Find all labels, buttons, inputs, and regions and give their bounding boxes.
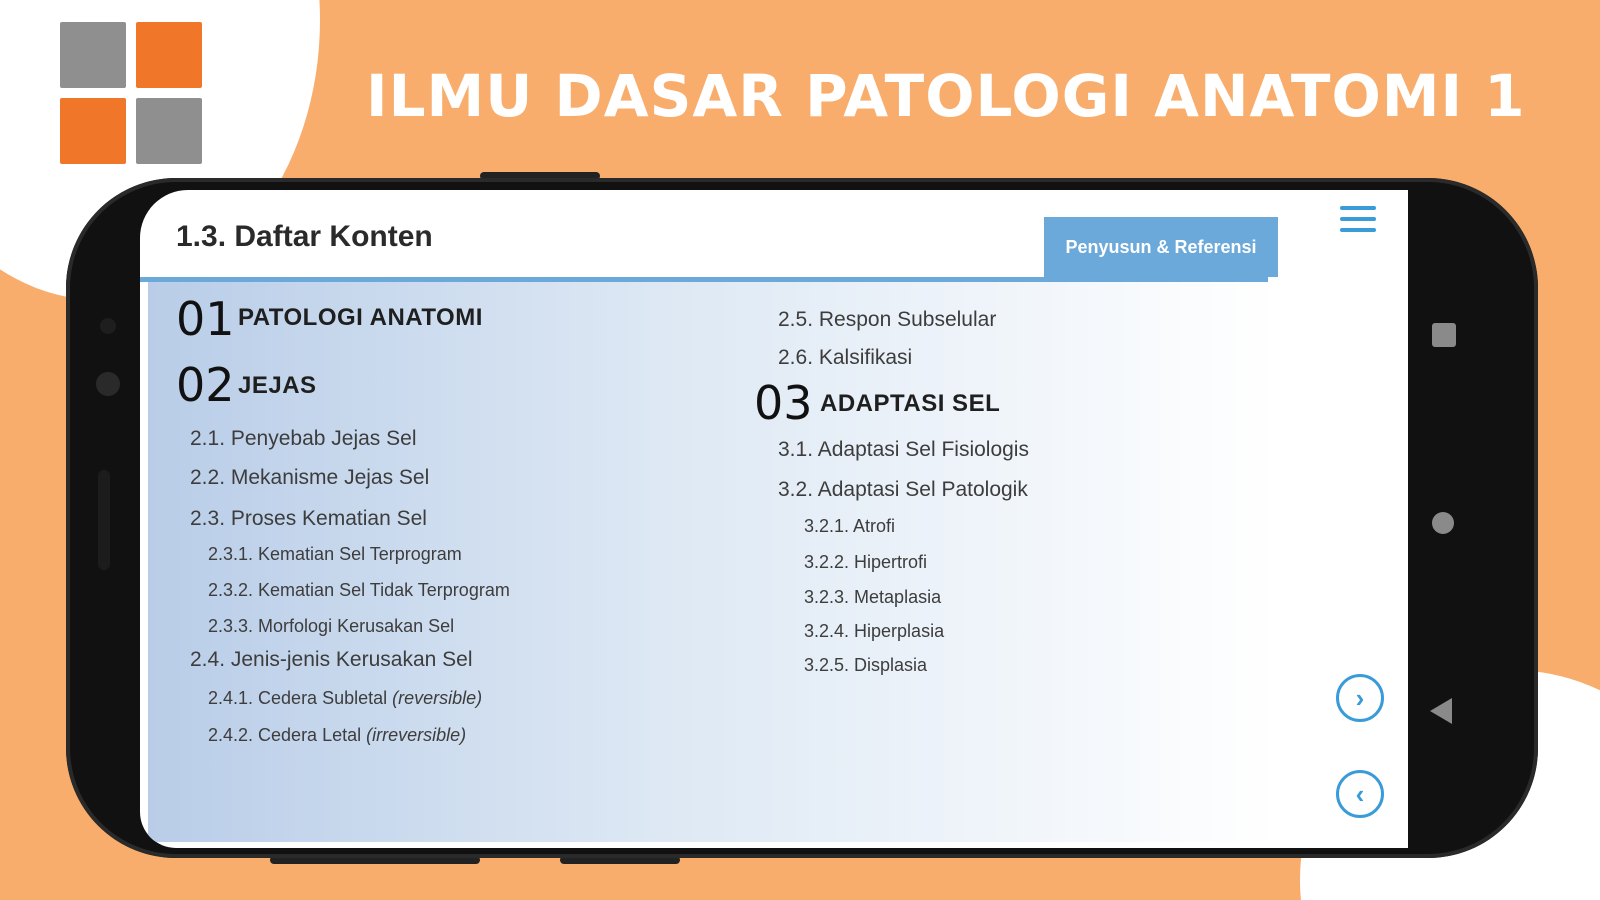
toc-subitem[interactable] bbox=[208, 725, 466, 746]
toc-item[interactable]: 3.1. Adaptasi Sel Fisiologis bbox=[778, 438, 1029, 461]
side-rail bbox=[1278, 190, 1380, 848]
toc-subitem-note: (reversible) bbox=[392, 688, 483, 708]
toc-subitem-label: 2.4.2. Cedera Letal bbox=[208, 725, 367, 745]
toc-subitem[interactable]: 3.2.2. Hipertrofi bbox=[804, 552, 928, 572]
phone-sensor bbox=[100, 318, 116, 334]
toc-subitem[interactable]: 2.3.3. Morfologi Kerusakan Sel bbox=[208, 616, 455, 636]
home-icon[interactable] bbox=[1432, 512, 1454, 534]
next-page-button[interactable] bbox=[1336, 674, 1384, 722]
toc-subitem-label: 2.4.1. Cedera Subletal bbox=[208, 688, 393, 708]
hamburger-menu-icon[interactable] bbox=[1340, 206, 1376, 236]
chevron-right-icon: › bbox=[1355, 682, 1365, 713]
previous-page-button[interactable] bbox=[1336, 770, 1384, 818]
toc-subitem[interactable]: 3.2.3. Metaplasia bbox=[804, 587, 942, 607]
toc-item[interactable]: 2.4. Jenis-jenis Kerusakan Sel bbox=[190, 648, 473, 671]
page-title: 1.3. Daftar Konten bbox=[176, 220, 433, 253]
section-title[interactable]: PATOLOGI ANATOMI bbox=[238, 304, 483, 331]
toc-item[interactable]: 2.1. Penyebab Jejas Sel bbox=[190, 427, 417, 450]
toc-subitem[interactable]: 2.3.1. Kematian Sel Terprogram bbox=[208, 544, 462, 564]
logo-square bbox=[60, 22, 126, 88]
section-number: 03 bbox=[754, 376, 813, 430]
phone-speaker bbox=[98, 470, 110, 570]
section-number: 01 bbox=[176, 292, 235, 346]
logo-square bbox=[136, 22, 202, 88]
chevron-left-icon: ‹ bbox=[1355, 778, 1365, 809]
logo-square bbox=[136, 98, 202, 164]
section-number: 02 bbox=[176, 358, 235, 412]
back-icon[interactable] bbox=[1430, 698, 1452, 724]
toc-item[interactable]: 3.2. Adaptasi Sel Patologik bbox=[778, 478, 1028, 501]
toc-item[interactable]: 2.5. Respon Subselular bbox=[778, 308, 997, 331]
toc-subitem[interactable]: 3.2.1. Atrofi bbox=[804, 516, 896, 536]
section-title[interactable]: JEJAS bbox=[238, 372, 317, 399]
toc-subitem[interactable]: 2.3.2. Kematian Sel Tidak Terprogram bbox=[208, 580, 510, 600]
toc-item[interactable]: 2.6. Kalsifikasi bbox=[778, 346, 913, 369]
recent-apps-icon[interactable] bbox=[1432, 323, 1456, 347]
authors-references-button[interactable]: Penyusun & Referensi bbox=[1044, 217, 1278, 277]
app-screen bbox=[140, 190, 1408, 848]
logo-square bbox=[60, 98, 126, 164]
table-of-contents bbox=[148, 282, 1278, 842]
toc-subitem[interactable]: 3.2.4. Hiperplasia bbox=[804, 621, 945, 641]
toc-item[interactable]: 2.3. Proses Kematian Sel bbox=[190, 507, 427, 530]
banner-title: ILMU DASAR PATOLOGI ANATOMI 1 bbox=[366, 62, 1526, 130]
toc-subitem[interactable]: 3.2.5. Displasia bbox=[804, 655, 928, 675]
section-title[interactable]: ADAPTASI SEL bbox=[820, 390, 1001, 417]
toc-subitem-note: (irreversible) bbox=[366, 725, 467, 745]
toc-item[interactable]: 2.2. Mekanisme Jejas Sel bbox=[190, 466, 430, 489]
toc-subitem[interactable] bbox=[208, 688, 482, 709]
app-logo bbox=[60, 22, 202, 164]
camera-icon bbox=[96, 372, 120, 396]
